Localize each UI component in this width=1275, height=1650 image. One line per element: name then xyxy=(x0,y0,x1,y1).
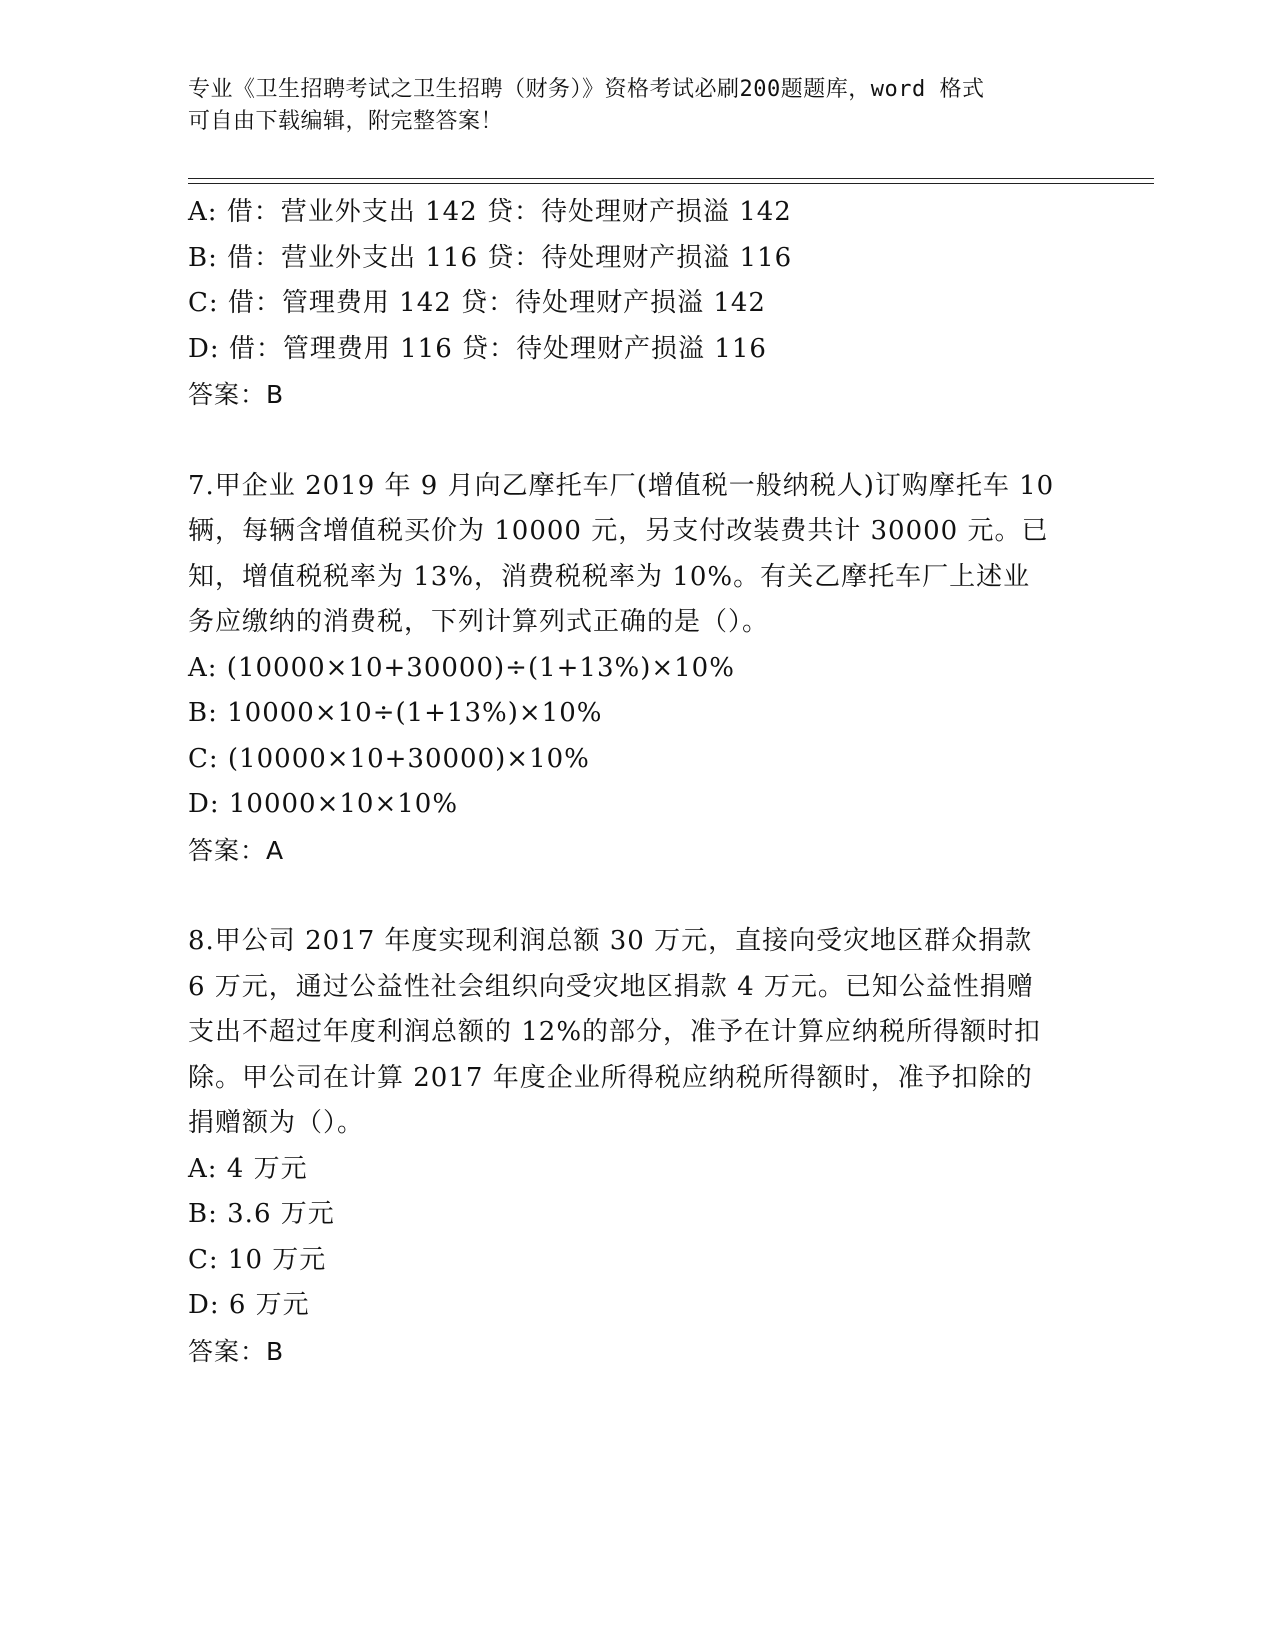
option-c: C: (10000×10+30000)×10% xyxy=(188,743,590,774)
header-divider-bottom xyxy=(188,183,1154,184)
option-b: B: 3.6 万元 xyxy=(188,1199,335,1229)
option-a: A: 借：营业外支出 142 贷：待处理财产损溢 142 xyxy=(188,197,792,227)
option-c: C: 10 万元 xyxy=(188,1244,327,1275)
option-a: A: 4 万元 xyxy=(188,1153,308,1184)
option-c: C: 借：管理费用 142 贷：待处理财产损溢 142 xyxy=(188,288,766,318)
document-header xyxy=(188,74,1088,138)
header-divider-top xyxy=(188,178,1154,179)
question-7-line: 7.甲企业 2019 年 9 月向乙摩托车厂(增值税一般纳税人)订购摩托车 10 xyxy=(188,470,1055,501)
question-7-line: 务应缴纳的消费税，下列计算列式正确的是（）。 xyxy=(188,607,770,637)
question-7 xyxy=(188,464,1088,874)
question-7-line: 知，增值税税率为 13%，消费税税率为 10%。有关乙摩托车厂上述业 xyxy=(188,561,1031,592)
question-list xyxy=(188,190,1088,1374)
question-8-line: 支出不超过年度利润总额的 12%的部分，准予在计算应纳税所得额时扣 xyxy=(188,1017,1042,1047)
question-8-answer: 答案：B xyxy=(188,1336,285,1366)
question-7-line: 辆，每辆含增值税买价为 10000 元，另支付改装费共计 30000 元。已 xyxy=(188,516,1049,546)
question-6-options xyxy=(188,190,1088,418)
question-8 xyxy=(188,919,1088,1374)
question-7-answer: 答案：A xyxy=(188,835,285,865)
header-line-2: 可自由下载编辑，附完整答案！ xyxy=(188,109,504,134)
question-8-line: 除。甲公司在计算 2017 年度企业所得税应纳税所得额时，准予扣除的 xyxy=(188,1062,1033,1093)
option-d: D: 借：管理费用 116 贷：待处理财产损溢 116 xyxy=(188,333,767,364)
question-8-line: 8.甲公司 2017 年度实现利润总额 30 万元，直接向受灾地区群众捐款 xyxy=(188,926,1033,956)
option-d: D: 10000×10×10% xyxy=(188,789,459,819)
option-b: B: 借：营业外支出 116 贷：待处理财产损溢 116 xyxy=(188,242,793,273)
option-d: D: 6 万元 xyxy=(188,1290,310,1320)
option-a: A: (10000×10+30000)÷(1+13%)×10% xyxy=(188,652,735,683)
header-line-1: 专业《卫生招聘考试之卫生招聘（财务）》资格考试必刷200题题库，word 格式 xyxy=(188,77,985,102)
question-6-answer: 答案：B xyxy=(188,380,285,409)
question-8-line: 捐赠额为（）。 xyxy=(188,1108,365,1138)
question-8-line: 6 万元，通过公益性社会组织向受灾地区捐款 4 万元。已知公益性捐赠 xyxy=(188,971,1034,1002)
option-b: B: 10000×10÷(1+13%)×10% xyxy=(188,698,603,728)
